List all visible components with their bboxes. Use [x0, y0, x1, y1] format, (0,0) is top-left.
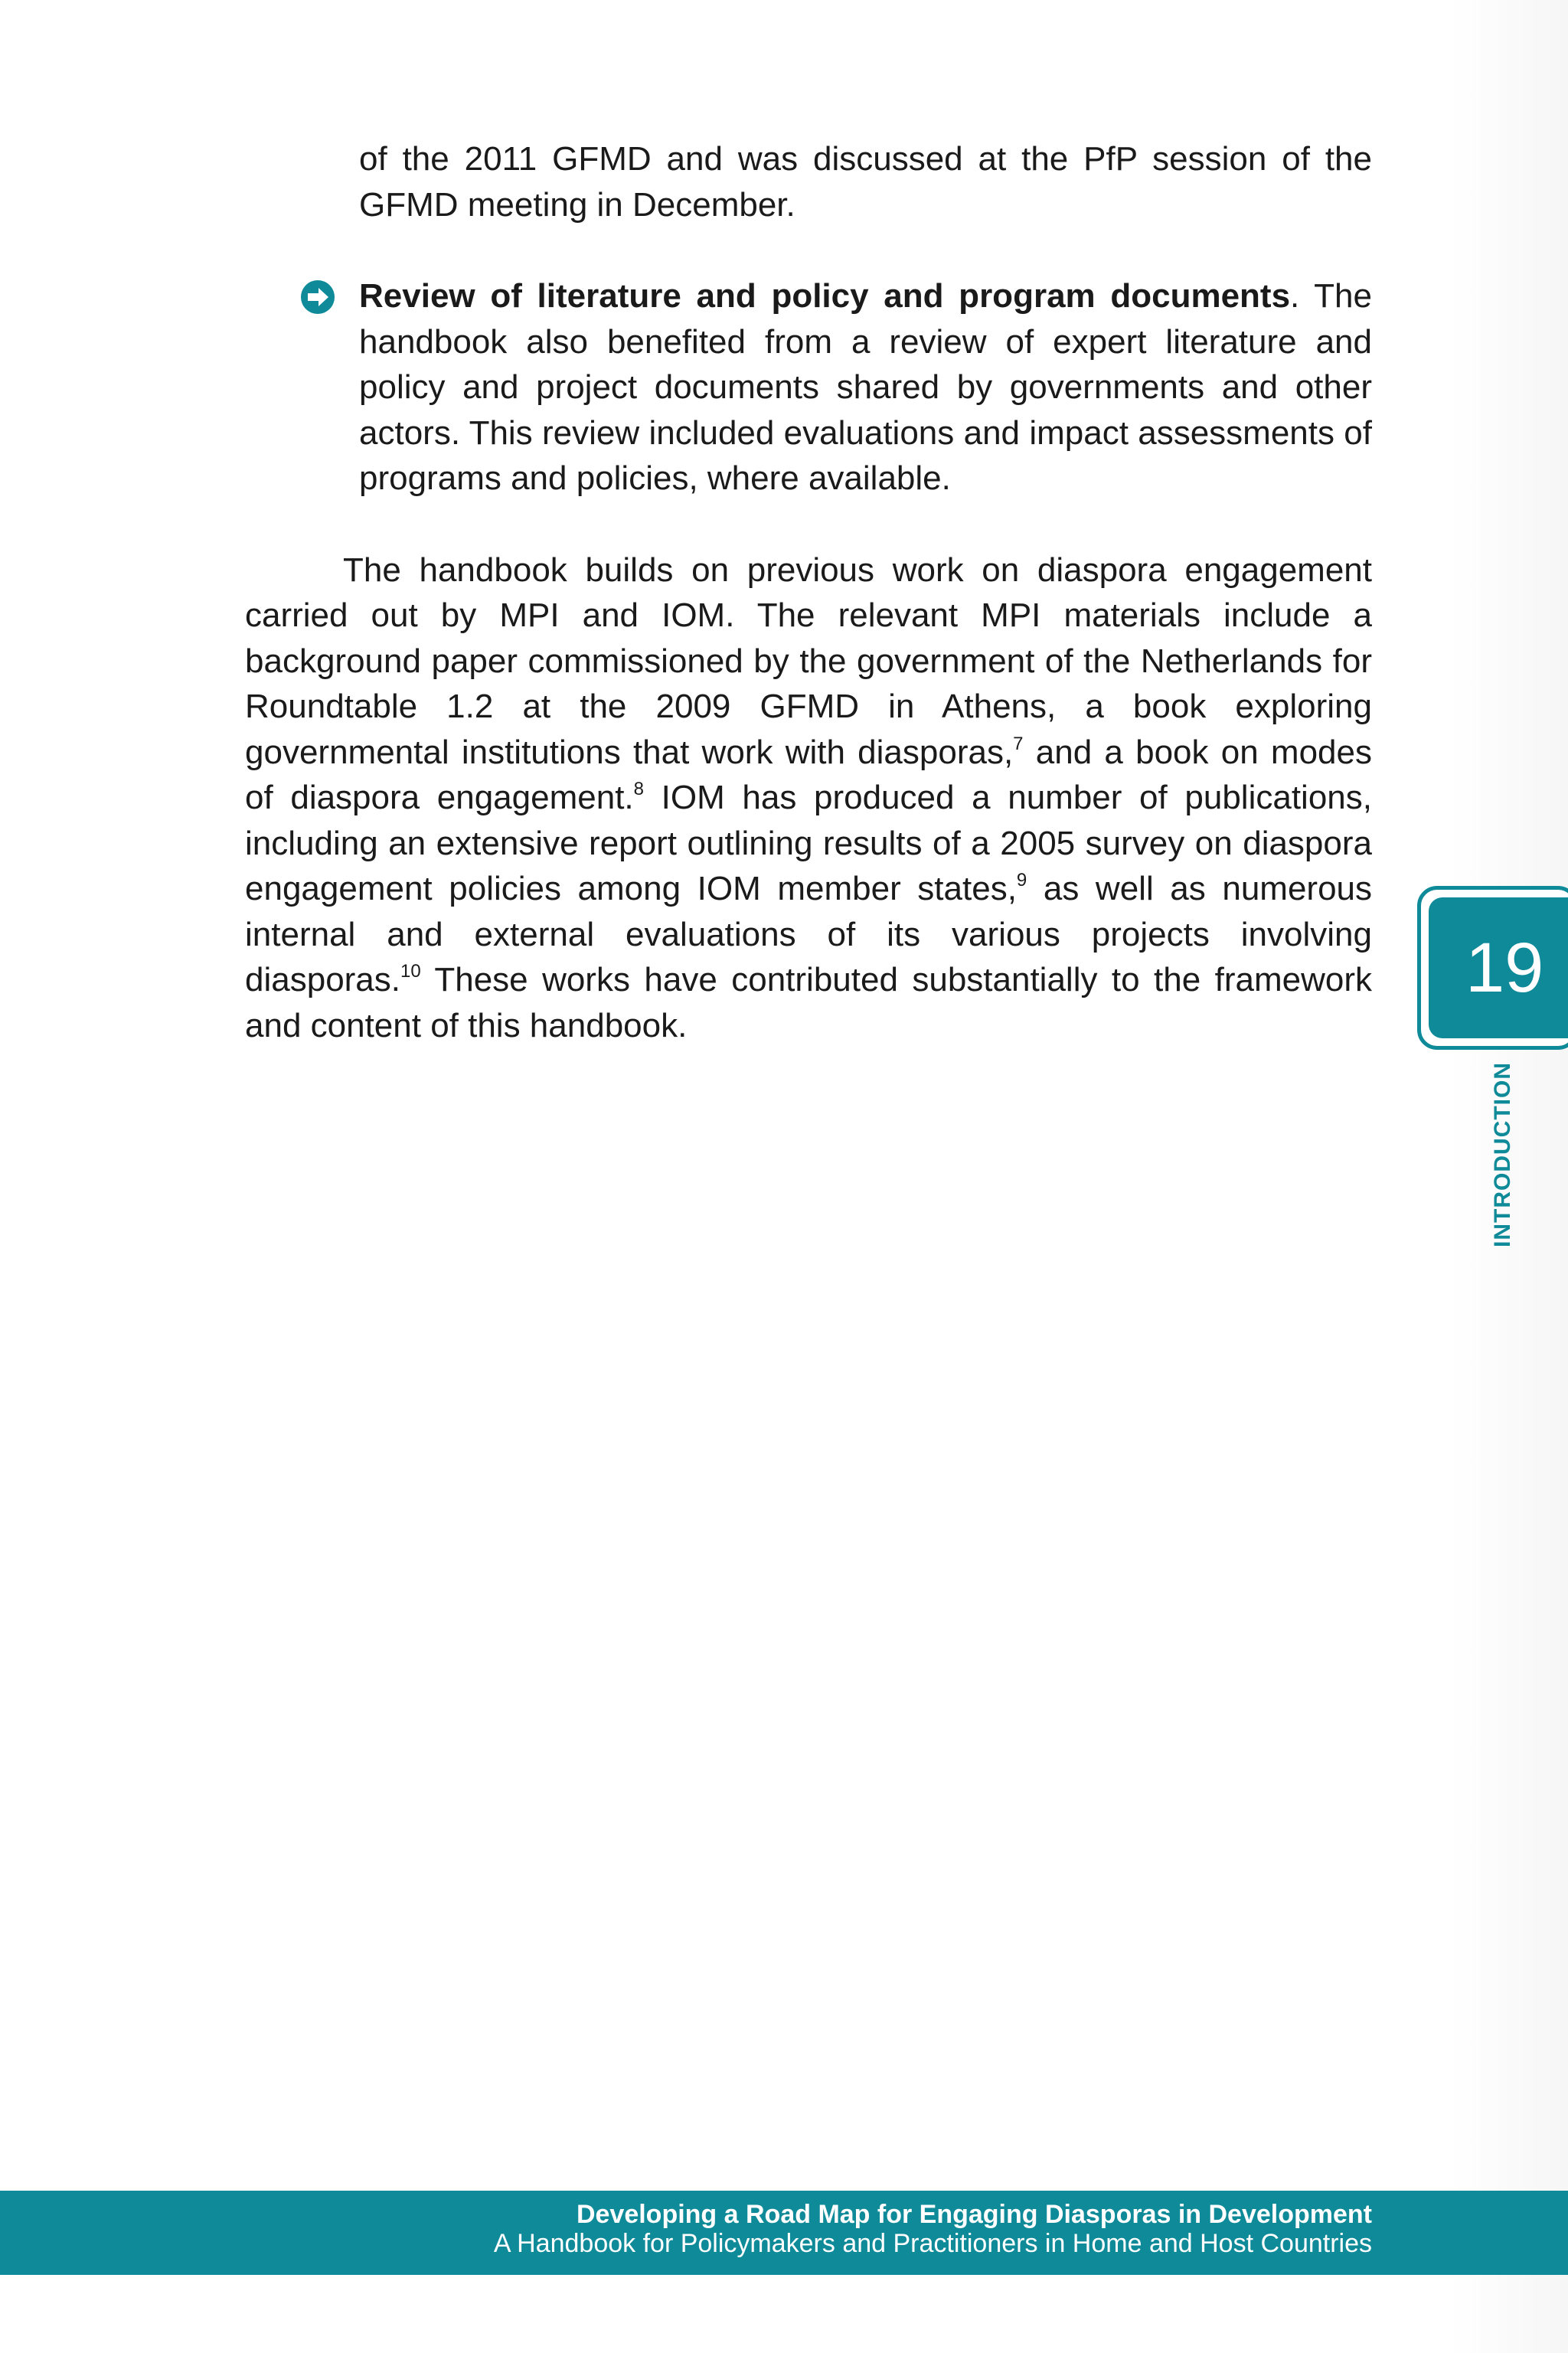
- body-text: [245, 136, 1372, 1048]
- paragraph-text: [245, 547, 1372, 1049]
- body-paragraph: [245, 547, 1372, 1049]
- bullet-text: [359, 273, 1372, 502]
- bullet-item: [359, 273, 1372, 502]
- page-number-tab-fill: [1429, 897, 1568, 1038]
- footnote-marker: 8: [633, 779, 644, 799]
- paragraph-segment: These works have contributed substantially to the framework and content of this handbook.: [245, 961, 1372, 1044]
- paragraph-segment: as well as numerous internal and external evaluations of its various projects involving diasporas.: [245, 870, 1373, 998]
- footer-subtitle: A Handbook for Policymakers and Practitioners in Home and Host Countries: [493, 2229, 1372, 2258]
- continued-text: of the 2011 GFMD and was discussed at the PfP session of the GFMD meeting in December.: [359, 140, 1372, 224]
- continued-bullet-text: [359, 136, 1372, 227]
- footer-text: [494, 2200, 1372, 2258]
- footer-title: Developing a Road Map for Engaging Diasporas in Development: [576, 2200, 1372, 2229]
- arrow-right-circle-icon: [300, 279, 335, 315]
- paragraph-segment: The handbook builds on previous work on diaspora engagement carried out by MPI and IOM. The relevant MPI materials include a background paper commissioned by the government of the Netherlands for Roundtable 1.2 at the 2009 GFMD in Athens, a book exploring governmental institutions that work with diasporas,: [245, 551, 1372, 771]
- bullet-rest: . The handbook also benefited from a review of expert literature and policy and project documents shared by governments and other actors. This review included evaluations and impact assessments of programs and policies, where available.: [359, 277, 1372, 497]
- page-number-tab: [1417, 886, 1568, 1050]
- footnote-marker: 7: [1013, 733, 1024, 754]
- footnote-marker: 9: [1016, 870, 1027, 891]
- footer-band: [0, 2191, 1568, 2275]
- paragraph-segment: IOM has produced a number of publications, including an extensive report outlining results of a 2005 survey on diaspora engagement policies among IOM member states,: [245, 779, 1372, 907]
- section-label: INTRODUCTION: [1490, 1062, 1515, 1247]
- bullet-bold-lead: Review of literature and policy and program documents: [359, 277, 1291, 315]
- footnote-marker: 10: [400, 961, 421, 982]
- page-number: 19: [1465, 928, 1544, 1007]
- paragraph-segment: and a book on modes of diaspora engagement.: [245, 733, 1372, 816]
